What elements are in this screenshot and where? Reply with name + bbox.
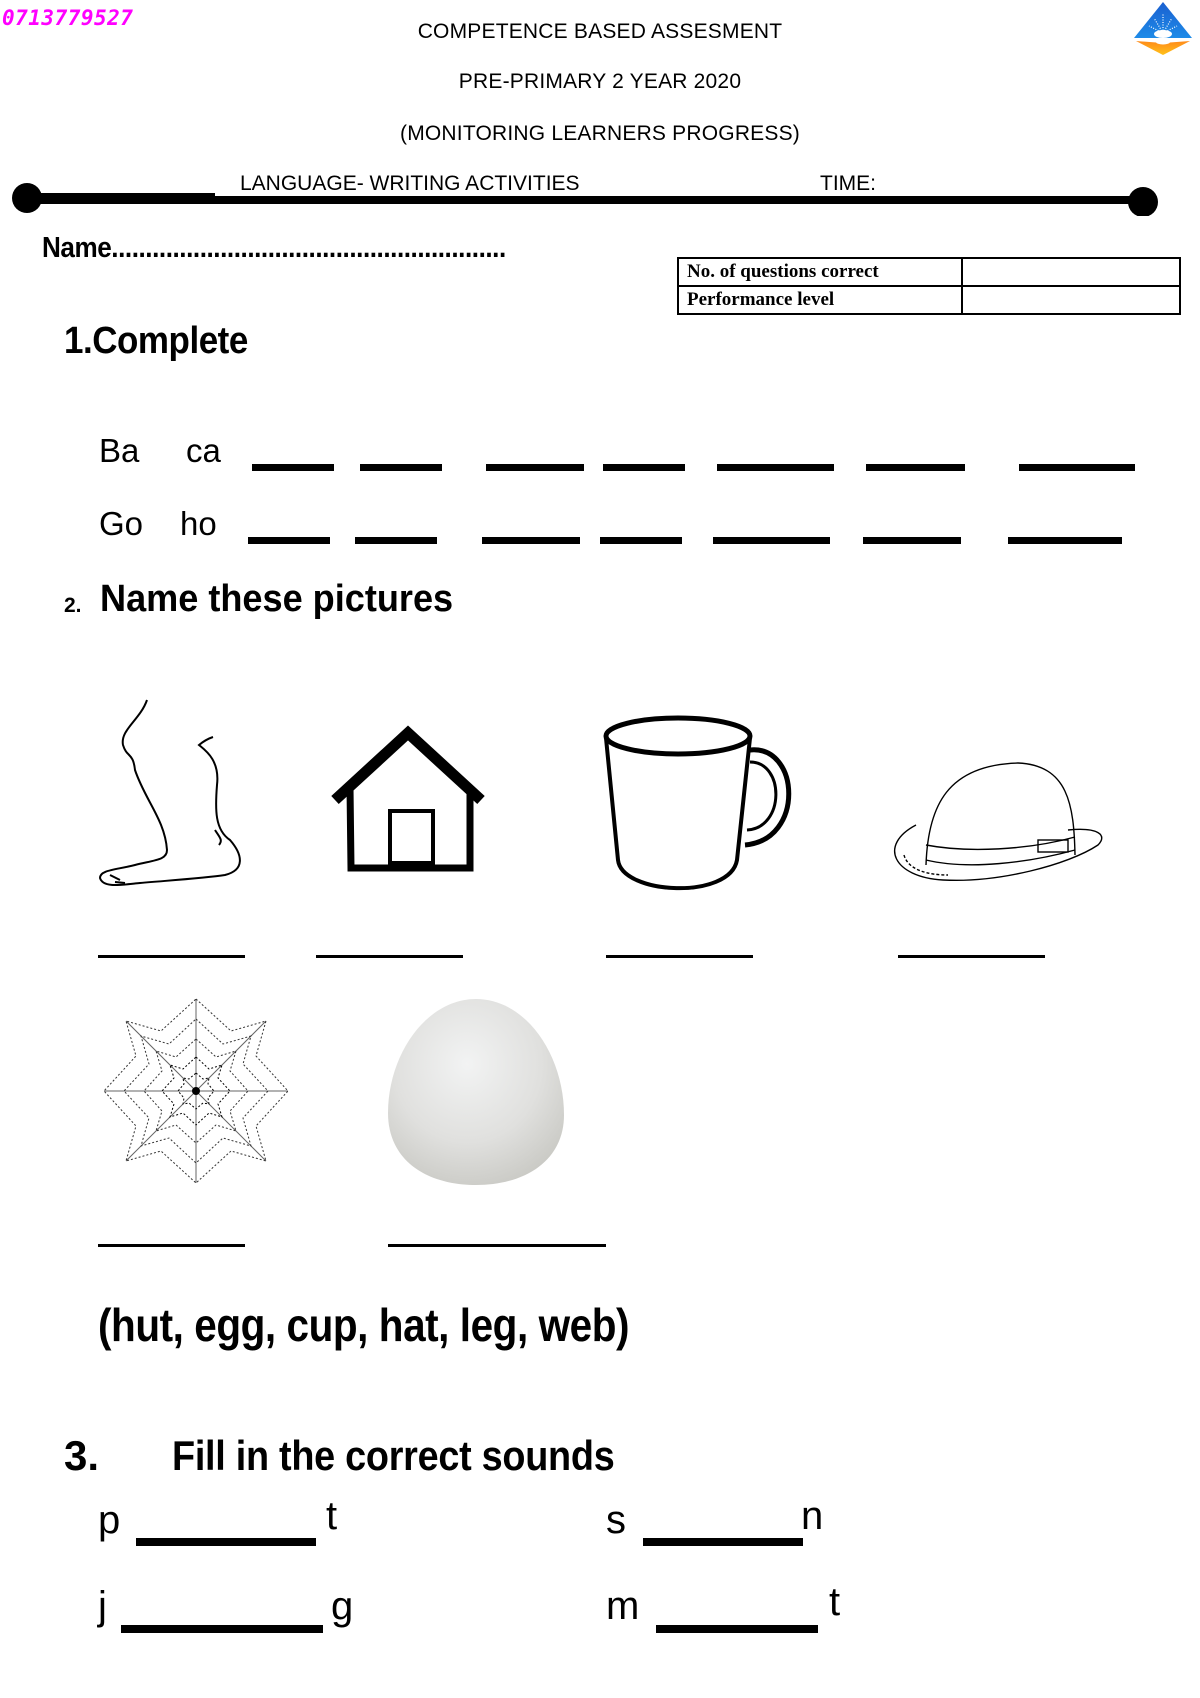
score-label: No. of questions correct xyxy=(678,258,962,286)
q1-row1-blank[interactable] xyxy=(1019,464,1135,471)
q1-row1-blank[interactable] xyxy=(603,464,685,471)
assessment-title: COMPETENCE BASED ASSESMENT xyxy=(417,20,783,43)
q1-row2-blank[interactable] xyxy=(600,537,682,544)
q1-row2-second: ho xyxy=(180,505,217,542)
time-answer-line[interactable] xyxy=(893,196,1041,198)
question-3-number: 3. xyxy=(64,1432,100,1479)
egg-icon xyxy=(386,995,566,1187)
q1-row2-blank[interactable] xyxy=(355,537,437,544)
class-year-title: PRE-PRIMARY 2 YEAR 2020 xyxy=(458,70,742,93)
picture-answer-line[interactable] xyxy=(316,955,463,958)
sound-blank[interactable] xyxy=(136,1538,316,1546)
q1-row1-first: Ba xyxy=(99,432,140,469)
q1-row2-blank[interactable] xyxy=(248,537,330,544)
leg-icon xyxy=(95,690,255,895)
q1-row2-blank[interactable] xyxy=(713,537,830,544)
picture-answer-line[interactable] xyxy=(606,955,753,958)
q1-row2-blank[interactable] xyxy=(863,537,961,544)
performance-value-cell[interactable] xyxy=(962,286,1180,314)
sound-start: s xyxy=(606,1498,626,1542)
q1-row1-blank[interactable] xyxy=(360,464,442,471)
sound-start: m xyxy=(606,1584,640,1628)
sound-start: p xyxy=(98,1498,121,1542)
sound-end: t xyxy=(326,1494,338,1538)
question-1-title: 1.Complete xyxy=(64,320,248,362)
sound-blank[interactable] xyxy=(643,1538,803,1546)
word-bank: (hut, egg, cup, hat, leg, web) xyxy=(98,1299,630,1351)
sound-end: n xyxy=(801,1494,824,1538)
picture-answer-line[interactable] xyxy=(388,1244,606,1247)
web-icon xyxy=(96,993,296,1189)
monitoring-subtitle: (MONITORING LEARNERS PROGRESS) xyxy=(400,122,800,145)
picture-answer-line[interactable] xyxy=(98,955,245,958)
phone-watermark: 0713779527 xyxy=(2,6,134,30)
score-value-cell[interactable] xyxy=(962,258,1180,286)
picture-answer-line[interactable] xyxy=(98,1244,245,1247)
picture-answer-line[interactable] xyxy=(898,955,1045,958)
q1-row1-blank[interactable] xyxy=(717,464,834,471)
sound-start: j xyxy=(98,1584,107,1628)
question-3-title: Fill in the correct sounds xyxy=(172,1432,615,1479)
table-row xyxy=(678,258,1180,286)
pyramid-sunrise-logo-icon xyxy=(1130,0,1196,58)
sound-blank[interactable] xyxy=(656,1625,818,1633)
question-2-number: 2. xyxy=(64,594,82,617)
q1-row1-second: ca xyxy=(186,432,221,469)
time-label: TIME: xyxy=(820,172,876,195)
hut-icon xyxy=(330,725,486,873)
q1-row2-blank[interactable] xyxy=(1008,537,1122,544)
q1-row1-blank[interactable] xyxy=(252,464,334,471)
hat-icon xyxy=(888,745,1108,895)
cup-icon xyxy=(600,710,800,895)
q1-row1-blank[interactable] xyxy=(486,464,584,471)
subject-label: LANGUAGE- WRITING ACTIVITIES xyxy=(240,172,580,195)
q1-row2-blank[interactable] xyxy=(482,537,580,544)
sound-blank[interactable] xyxy=(121,1625,323,1633)
table-row xyxy=(678,286,1180,314)
sound-end: g xyxy=(331,1584,354,1628)
sound-end: t xyxy=(829,1580,841,1624)
q1-row2-first: Go xyxy=(99,505,144,542)
question-2-title: Name these pictures xyxy=(100,578,454,620)
name-field[interactable]: Name.......................................................... xyxy=(42,232,506,264)
q1-row1-blank[interactable] xyxy=(866,464,965,471)
score-table xyxy=(677,257,1181,315)
performance-label: Performance level xyxy=(678,286,962,314)
